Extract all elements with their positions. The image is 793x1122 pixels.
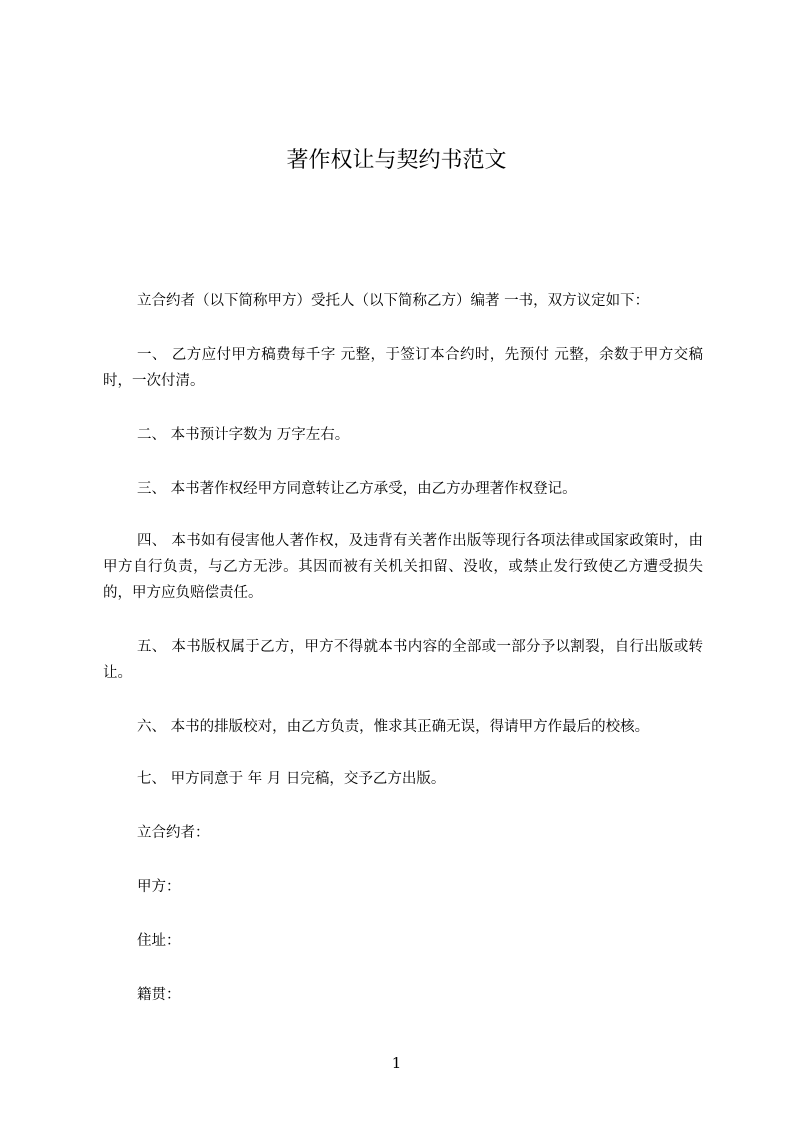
- clause-5: 五、 本书版权属于乙方，甲方不得就本书内容的全部或一部分予以割裂，自行出版或转让。: [103, 639, 703, 681]
- clause-1: 一、 乙方应付甲方稿费每千字 元整，于签订本合约时，先预付 元整，余数于甲方交稿时，一次付清。: [103, 347, 703, 389]
- clause-4: 四、 本书如有侵害他人著作权，及违背有关著作出版等现行各项法律或国家政策时，由甲方自行负责，与乙方无涉。其因而被有关机关扣留、没收，或禁止发行致使乙方遭受损失的，甲方应负赔偿责任。: [103, 533, 703, 601]
- page-number: 1: [391, 1054, 402, 1072]
- signature-address: 住址：: [137, 933, 181, 949]
- clause-3: 三、 本书著作权经甲方同意转让乙方承受，由乙方办理著作权登记。: [137, 481, 577, 497]
- clause-2: 二、 本书预计字数为 万字左右。: [137, 427, 350, 443]
- signature-party-a: 甲方：: [137, 879, 181, 895]
- signature-contracting-parties: 立合约者：: [137, 825, 210, 841]
- opening-paragraph: 立合约者（以下简称甲方）受托人（以下简称乙方）编著 一书，双方议定如下：: [137, 293, 650, 309]
- clause-6: 六、 本书的排版校对，由乙方负责，惟求其正确无误，得请甲方作最后的校核。: [137, 719, 650, 735]
- clause-7: 七、 甲方同意于 年 月 日完稿，交予乙方出版。: [137, 771, 446, 787]
- signature-native-place: 籍贯：: [137, 987, 181, 1003]
- document-title: 著作权让与契约书范文: [286, 148, 507, 173]
